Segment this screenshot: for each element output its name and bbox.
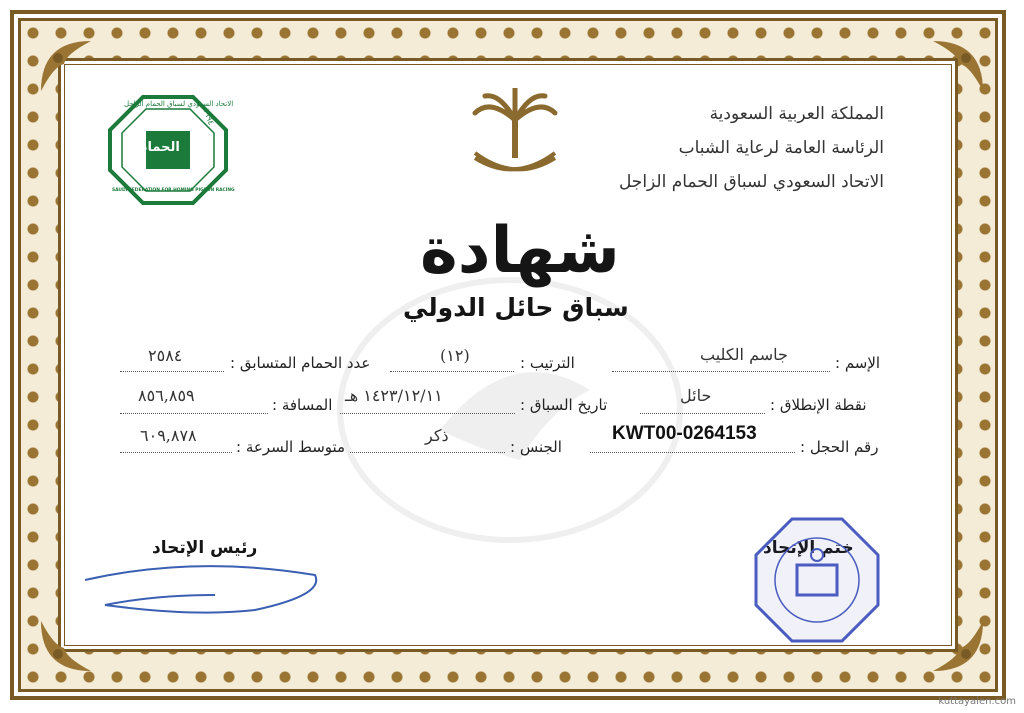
start-point-label: نقطة الإنطلاق :: [770, 396, 867, 414]
logo-year: ١٩٩٤: [201, 106, 216, 127]
rank-label: الترتيب :: [520, 354, 575, 372]
header-presidency: الرئاسة العامة لرعاية الشباب: [678, 138, 884, 158]
pigeon-count-line: [120, 371, 224, 372]
rank-value: (١٢): [440, 346, 470, 365]
race-date-value: ١٤٢٣/١٢/١١ هـ: [345, 386, 443, 405]
certificate-subtitle: سباق حائل الدولي: [403, 293, 629, 322]
registration-value: KWT00-0264153: [612, 423, 757, 444]
race-date-label: تاريخ السباق :: [520, 396, 608, 414]
registration-line: [590, 452, 795, 453]
certificate-title: شهادة: [420, 214, 620, 288]
logo-center-text: الحمام: [138, 140, 180, 155]
image-credit: kuttayalen.com: [938, 696, 1016, 707]
start-point-value: حائل: [680, 386, 712, 405]
registration-label: رقم الحجل :: [800, 438, 879, 456]
start-point-line: [640, 413, 765, 414]
sex-label: الجنس :: [510, 438, 562, 456]
corner-ornament-icon: [928, 616, 988, 676]
name-line: [612, 371, 830, 372]
corner-ornament-icon: [36, 36, 96, 96]
sex-value: ذكر: [425, 426, 449, 445]
signature-icon: [75, 555, 325, 620]
name-label: الإسم :: [835, 354, 881, 372]
header-federation: الاتحاد السعودي لسباق الحمام الزاجل: [618, 172, 884, 192]
palm-swords-emblem-icon: [470, 88, 560, 188]
logo-english-text: SAUDI FEDERATION FOR HOMING PIGEON RACING: [112, 188, 235, 193]
distance-label: المسافة :: [272, 396, 333, 414]
corner-ornament-icon: [928, 36, 988, 96]
corner-ornament-icon: [36, 616, 96, 676]
name-value: جاسم الكليب: [700, 345, 788, 364]
header-kingdom: المملكة العربية السعودية: [709, 104, 884, 124]
race-date-line: [340, 413, 515, 414]
official-stamp-icon: [752, 515, 882, 645]
pigeon-count-value: ٢٥٨٤: [148, 346, 183, 365]
pigeon-count-label: عدد الحمام المتسابق :: [230, 354, 371, 372]
president-label: رئيس الإتحاد: [152, 538, 258, 558]
distance-line: [120, 413, 268, 414]
avg-speed-line: [120, 452, 232, 453]
rank-line: [390, 371, 514, 372]
distance-value: ٨٥٦,٨٥٩: [138, 386, 195, 405]
logo-ring-text: الاتحاد السعودي لسباق الحمام الزاجل: [124, 100, 234, 108]
sex-line: [350, 452, 505, 453]
avg-speed-label: متوسط السرعة :: [236, 438, 346, 456]
avg-speed-value: ٦٠٩,٨٧٨: [140, 426, 197, 445]
